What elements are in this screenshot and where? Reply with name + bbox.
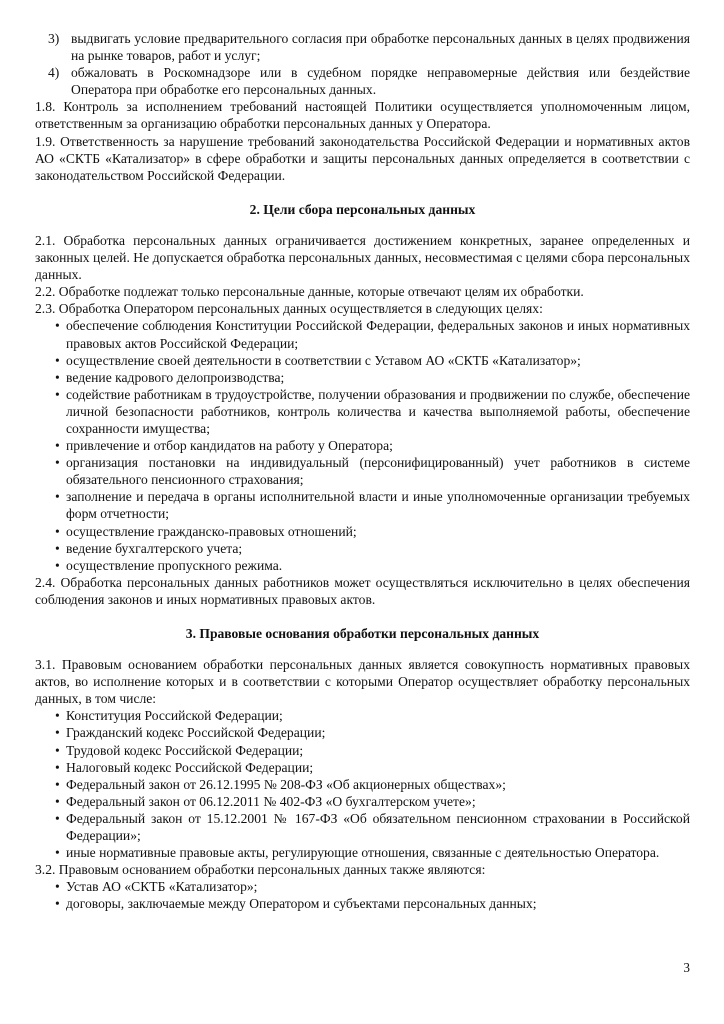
spacer <box>35 184 690 201</box>
list-item <box>35 488 690 522</box>
list-item-text: организация постановки на индивидуальный (персонифицированный) учет работников в системе обязательного пенсионного страхования; <box>66 455 690 488</box>
bullet-icon: • <box>55 896 60 912</box>
list-item-text: договоры, заключаемые между Оператором и субъектами персональных данных; <box>66 896 537 912</box>
list-item <box>35 540 690 557</box>
bullet-icon: • <box>55 489 60 505</box>
bullet-icon: • <box>55 352 60 368</box>
bullet-icon: • <box>55 540 60 556</box>
list-item <box>35 64 690 98</box>
paragraph-1-8: 1.8. Контроль за исполнением требований настоящей Политики осуществляется уполномоченным лицом, ответственным за организацию обработки персональных данных у Оператора. <box>35 99 690 132</box>
list-item-text: Трудовой кодекс Российской Федерации; <box>66 742 304 758</box>
paragraph-2-1: 2.1. Обработка персональных данных ограничивается достижением конкретных, заранее определенных и законных целей. Не допускается обработка персональных данных, несовместимая с целями сбора персональных данных. <box>35 232 690 283</box>
paragraph-3-2: 3.2. Правовым основанием обработки персональных данных также являются: <box>35 862 486 878</box>
bullet-icon: • <box>55 455 60 471</box>
list-item-text: иные нормативные правовые акты, регулирующие отношения, связанные с деятельностью Оператора. <box>66 845 660 861</box>
list-marker: 4) <box>48 65 60 81</box>
list-item-text: Налоговый кодекс Российской Федерации; <box>66 759 314 775</box>
list-item <box>35 724 690 741</box>
paragraph-1-9: 1.9. Ответственность за нарушение требований законодательства Российской Федерации и нормативных актов АО «СКТБ «Катализатор» в сфере обработки и защиты персональных данных определяется в соответствии с законодательством Российской Федерации. <box>35 133 690 183</box>
spacer <box>35 608 690 625</box>
bullet-icon: • <box>55 386 60 402</box>
page-content <box>35 30 690 913</box>
list-item-text: осуществление пропускного режима. <box>66 557 283 573</box>
list-item-text: Федеральный закон от 26.12.1995 № 208-ФЗ «Об акционерных обществах»; <box>66 776 506 792</box>
list-item <box>35 30 690 64</box>
bullet-icon: • <box>55 369 60 385</box>
list-item <box>35 895 690 912</box>
list-item-text: содействие работникам в трудоустройстве, получении образования и продвижении по службе, обеспечение личной безопасности работников, контроль количества и качества выполняемой работы, обеспечение сохранности имущества; <box>66 386 690 436</box>
list-item <box>35 810 690 844</box>
bullet-icon: • <box>55 708 60 724</box>
list-item-text: привлечение и отбор кандидатов на работу у Оператора; <box>66 438 393 454</box>
list-item-text: Федеральный закон от 06.12.2011 № 402-ФЗ «О бухгалтерском учете»; <box>66 793 476 809</box>
list-item-text: Устав АО «СКТБ «Катализатор»; <box>66 879 258 895</box>
spacer <box>35 642 690 656</box>
bullet-icon: • <box>55 318 60 334</box>
bullet-icon: • <box>55 810 60 826</box>
list-item <box>35 557 690 574</box>
bullet-icon: • <box>55 776 60 792</box>
bullet-icon: • <box>55 725 60 741</box>
list-item-text: Гражданский кодекс Российской Федерации; <box>66 725 326 741</box>
list-item-text: Федеральный закон от 15.12.2001 № 167-ФЗ «Об обязательном пенсионном страховании в Российской Федерации»; <box>66 810 690 844</box>
list-item <box>35 437 690 454</box>
list-item <box>35 523 690 540</box>
list-item <box>35 793 690 810</box>
bullet-list-purposes <box>35 317 690 573</box>
list-item <box>35 742 690 759</box>
bullet-icon: • <box>55 557 60 573</box>
section-heading-2: 2. Цели сбора персональных данных <box>249 201 476 217</box>
bullet-icon: • <box>55 845 60 861</box>
paragraph-2-4: 2.4. Обработка персональных данных работников может осуществляться исключительно в целях обеспечения соблюдения законов и иных нормативных правовых актов. <box>35 574 690 607</box>
bullet-icon: • <box>55 523 60 539</box>
spacer <box>35 218 690 232</box>
bullet-list-additional-bases <box>35 878 690 912</box>
list-item-text: осуществление гражданско-правовых отношений; <box>66 523 357 539</box>
list-item-text: ведение бухгалтерского учета; <box>66 540 243 556</box>
list-item-text: ведение кадрового делопроизводства; <box>66 369 285 385</box>
list-item <box>35 369 690 386</box>
list-item <box>35 317 690 351</box>
list-item-text: осуществление своей деятельности в соответствии с Уставом АО «СКТБ «Катализатор»; <box>66 352 581 368</box>
list-item <box>35 776 690 793</box>
section-heading-3: 3. Правовые основания обработки персональных данных <box>185 626 540 641</box>
bullet-icon: • <box>55 759 60 775</box>
numbered-list-rights <box>35 30 690 98</box>
bullet-icon: • <box>55 879 60 895</box>
bullet-icon: • <box>55 793 60 809</box>
list-item <box>35 707 690 724</box>
list-item <box>35 844 690 861</box>
list-item-text: выдвигать условие предварительного согласия при обработке персональных данных в целях продвижения на рынке товаров, работ и услуг; <box>71 31 690 64</box>
list-item-text: заполнение и передача в органы исполнительной власти и иные уполномоченные организации требуемых форм отчетности; <box>66 489 690 522</box>
list-item <box>35 454 690 488</box>
list-item-text: Конституция Российской Федерации; <box>66 708 283 724</box>
list-item <box>35 386 690 437</box>
list-item <box>35 878 690 895</box>
paragraph-2-3: 2.3. Обработка Оператором персональных данных осуществляется в следующих целях: <box>35 301 543 317</box>
list-item <box>35 759 690 776</box>
list-marker: 3) <box>48 31 60 46</box>
paragraph-3-1: 3.1. Правовым основанием обработки персональных данных является совокупность нормативных правовых актов, во исполнение которых и в соответствии с которыми Оператор осуществляет обработку персональных данных, в том числе: <box>35 657 690 707</box>
page-number: 3 <box>683 960 690 975</box>
bullet-list-legal-acts <box>35 707 690 861</box>
bullet-icon: • <box>55 438 60 454</box>
list-item-text: обеспечение соблюдения Конституции Российской Федерации, федеральных законов и иных нормативных правовых актов Российской Федерации; <box>66 318 690 351</box>
bullet-icon: • <box>55 742 60 758</box>
list-item <box>35 352 690 369</box>
paragraph-2-2: 2.2. Обработке подлежат только персональные данные, которые отвечают целям их обработки. <box>35 284 584 300</box>
list-item-text: обжаловать в Роскомнадзоре или в судебном порядке неправомерные действия или бездействие Оператора при обработке его персональных данных. <box>71 65 690 98</box>
